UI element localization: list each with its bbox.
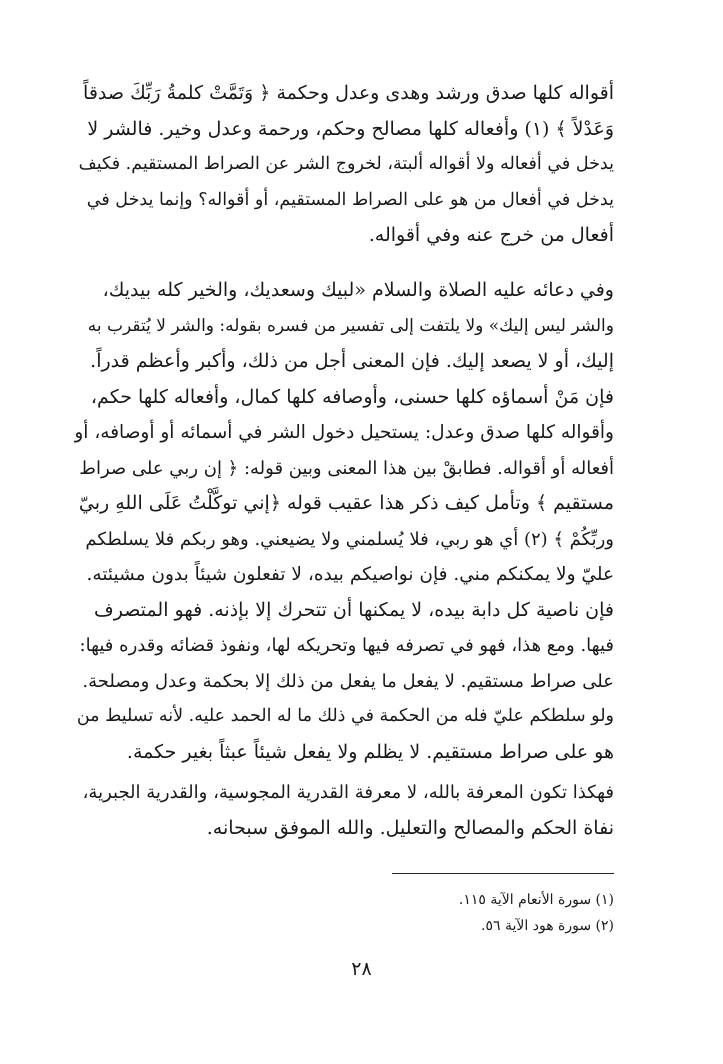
text-line: وربِّكُمْ ﴾ (٢) أي هو ربي، فلا يُسلمني ولا يضيعني. وهو ربكم فلا يسلطكم: [85, 528, 614, 550]
paragraph-1: [74, 76, 614, 254]
text-line: وأقواله كلها صدق وعدل: يستحيل دخول الشر في أسمائه أو أوصافه، أو: [74, 422, 614, 443]
paragraph-3: [74, 775, 614, 846]
text-line: أفعال من خرج عنه وفي أقواله.: [368, 224, 614, 246]
text-line: مستقيم ﴾ وتأمل كيف ذكر هذا عقيب قوله ﴿إني توكَّلْتُ عَلَى اللهِ ربيّ: [78, 492, 614, 514]
text-line: إليك، أو لا يصعد إليك. فإن المعنى أجل من ذلك، وأكبر وأعظم قدراً.: [90, 350, 614, 372]
footnote-1: (١) سورة الأنعام الآية ١١٥.: [458, 892, 614, 908]
text-line: فإن ناصية كل دابة بيده، لا يمكنها أن تتحرك إلا بإذنه. فهو المتصرف: [94, 598, 614, 621]
footnote-2: (٢) سورة هود الآية ٥٦.: [481, 918, 614, 934]
text-line: يدخل في أفعاله ولا أقواله ألبتة، لخروج الشر عن الصراط المستقيم. فكيف: [78, 154, 614, 174]
text-line: فيها. ومع هذا، فهو في تصرفه فيها وتحريكه لها، ونفوذ قضائه وقدره فيها:: [79, 635, 614, 656]
text-line: نفاة الحكم والمصالح والتعليل. والله الموفق سبحانه.: [206, 816, 614, 839]
text-line: هو على صراط مستقيم. لا يظلم ولا يفعل شيئاً عبثاً بغير حكمة.: [126, 740, 614, 763]
text-line: عليّ ولا يمكنكم مني. فإن نواصيكم بيده، لا تفعلون شيئاً بدون مشيئته.: [86, 564, 614, 585]
text-line: أفعاله أو أقواله. فطابقْ بين هذا المعنى وبين قوله: ﴿ إن ربي على صراط: [79, 457, 614, 479]
text-line: فهكذا تكون المعرفة بالله، لا معرفة القدرية المجوسية، والقدرية الجبرية،: [82, 782, 614, 803]
text-line: على صراط مستقيم. لا يفعل ما يفعل من ذلك إلا بحكمة وعدل ومصلحة.: [82, 670, 614, 692]
text-line: فإن مَنْ أسماؤه كلها حسنى، وأوصافه كلها كمال، وأفعاله كلها حكم،: [90, 385, 614, 408]
text-line: ولو سلطكم عليّ فله من الحكمة في ذلك ما له الحمد عليه. لأنه تسليط من: [76, 706, 614, 726]
footnote-separator: [392, 873, 614, 874]
text-line: أقواله كلها صدق ورشد وهدى وعدل وحكمة ﴿ وَتَمَّتْ كلمةُ رَبِّكَ صدقاً: [83, 82, 614, 104]
text-line: وَعَدْلاً ﴾ (١) وأفعاله كلها مصالح وحكم، ورحمة وعدل وخير. فالشر لا: [87, 117, 614, 140]
text-line: والشر ليس إليك» ولا يلتفت إلى تفسير من فسره بقوله: والشر لا يُتقرب به: [87, 315, 614, 336]
page-number: ٢٨: [351, 958, 372, 980]
text-line: وفي دعائه عليه الصلاة والسلام «لبيك وسعديك، والخير كله بيديك،: [102, 279, 614, 301]
footnotes: [74, 887, 614, 939]
paragraph-2: [74, 273, 614, 770]
text-line: يدخل في أفعال من هو على الصراط المستقيم، أو أقواله؟ وإنما يدخل في: [86, 189, 614, 210]
